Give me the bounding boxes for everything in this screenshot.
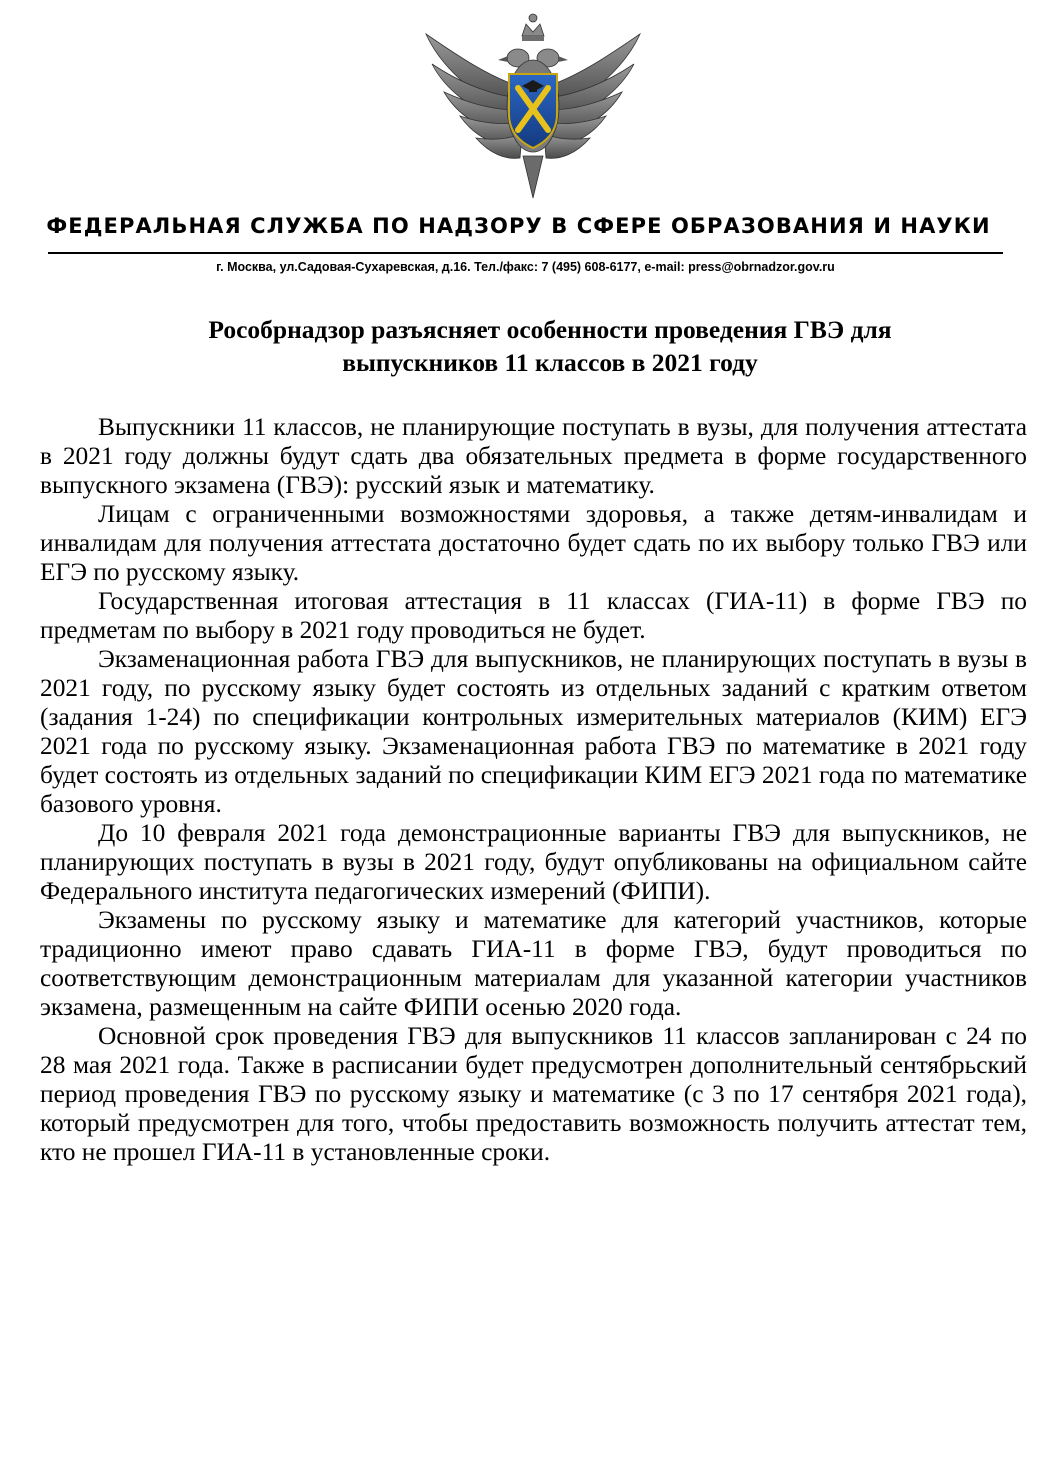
document-title bbox=[80, 313, 1020, 379]
paragraph: До 10 февраля 2021 года демонстрационные варианты ГВЭ для выпускников, не планирующих поступать в вузы в 2021 году, будут опубликованы на официальном сайте Федерального института педагогических измерений (ФИПИ). bbox=[40, 819, 1027, 905]
paragraph: Лицам с ограниченными возможностями здоровья, а также детям-инвалидам и инвалидам для получения аттестата достаточно будет сдать по их выбору только ГВЭ или ЕГЭ по русскому языку. bbox=[40, 500, 1027, 586]
paragraph: Государственная итоговая аттестация в 11 классах (ГИА-11) в форме ГВЭ по предметам по выбору в 2021 году проводиться не будет. bbox=[40, 587, 1027, 644]
organization-name: ФЕДЕРАЛЬНАЯ СЛУЖБА ПО НАДЗОРУ В СФЕРЕ ОБРАЗОВАНИЯ И НАУКИ bbox=[46, 214, 991, 238]
header-divider bbox=[48, 252, 1003, 254]
contact-line: г. Москва, ул.Садовая-Сухаревская, д.16. Тел./факс: 7 (495) 608-6177, e-mail: press@obrnadzor.gov.ru bbox=[216, 260, 835, 274]
crown-icon bbox=[522, 14, 544, 41]
paragraph: Экзамены по русскому языку и математике для категорий участников, которые традиционно имеют право сдавать ГИА-11 в форме ГВЭ, будут проводиться по соответствующим демонстрационным материалам для указанной категории участников экзамена, размещенным на сайте ФИПИ осенью 2020 года. bbox=[40, 906, 1027, 1021]
rosobrnadzor-emblem bbox=[418, 6, 648, 202]
paragraph: Экзаменационная работа ГВЭ для выпускников, не планирующих поступать в вузы в 2021 году, по русскому языку будет состоять из отдельных заданий с кратким ответом (задания 1-24) по спецификации контрольных измерительных материалов (КИМ) ЕГЭ 2021 года по русскому языку. Экзаменационная работа ГВЭ по математике в 2021 году будет состоять из отдельных заданий по спецификации КИМ ЕГЭ 2021 года по математике базового уровня. bbox=[40, 645, 1027, 818]
title-line-1: Рособрнадзор разъясняет особенности проведения ГВЭ для bbox=[208, 315, 892, 344]
document-body bbox=[40, 413, 1027, 1167]
shield-icon bbox=[509, 74, 557, 148]
paragraph: Основной срок проведения ГВЭ для выпускников 11 классов запланирован с 24 по 28 мая 2021 года. Также в расписании будет предусмотрен дополнительный сентябрьский период проведения ГВЭ по русскому языку и математике (с 3 по 17 сентября 2021 года), который предусмотрен для того, чтобы предоставить возможность получить аттестат тем, кто не прошел ГИА-11 в установленные сроки. bbox=[40, 1022, 1027, 1166]
title-line-2: выпускников 11 классов в 2021 году bbox=[342, 348, 758, 377]
paragraph: Выпускники 11 классов, не планирующие поступать в вузы, для получения аттестата в 2021 году должны будут сдать два обязательных предмета в форме государственного выпускного экзамена (ГВЭ): русский язык и математику. bbox=[40, 413, 1027, 499]
